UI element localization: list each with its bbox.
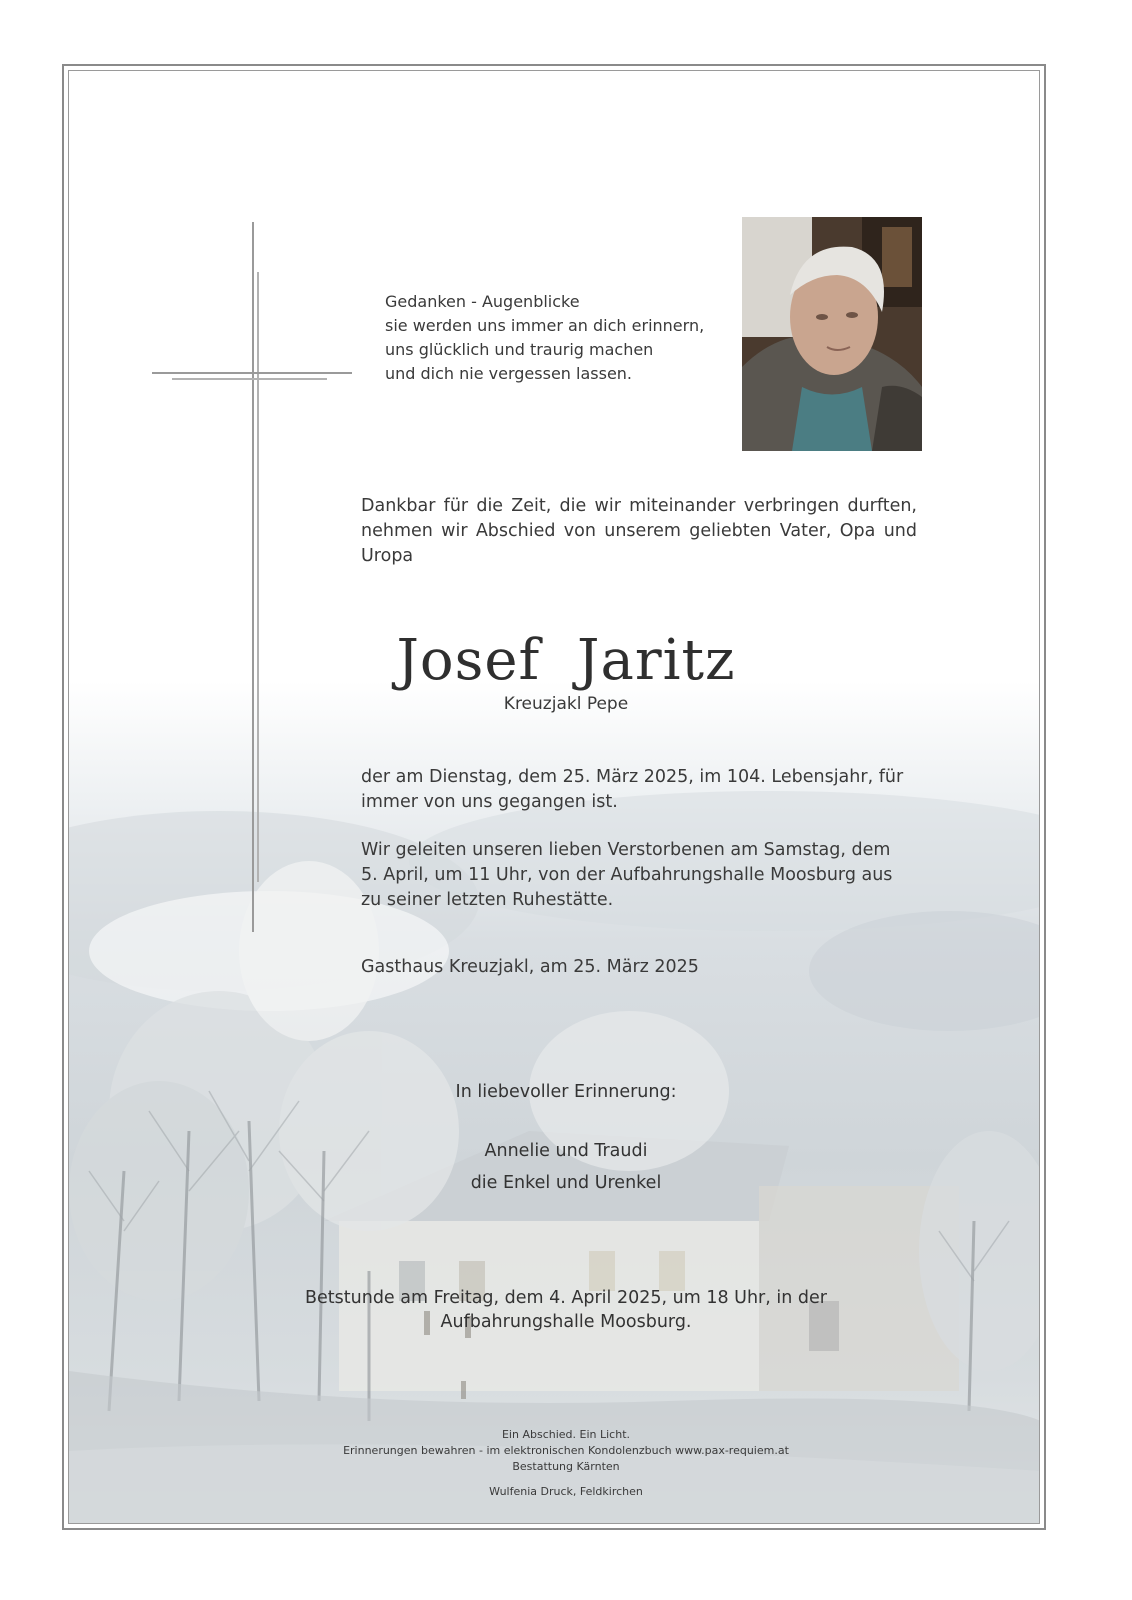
mourner-line: die Enkel und Urenkel: [470, 1173, 662, 1193]
death-notice: der am Dienstag, dem 25. März 2025, im 104. Lebensjahr, für immer von uns gegangen ist.: [361, 767, 904, 812]
poem: [385, 290, 704, 386]
portrait-photo: [742, 217, 922, 451]
footer-printer: Wulfenia Druck, Feldkirchen: [489, 1485, 643, 1498]
poem-line: und dich nie vergessen lassen.: [385, 364, 633, 383]
cross-vertical-line: [252, 222, 254, 932]
mourner-line: Annelie und Traudi: [484, 1141, 648, 1161]
prayer-line: Betstunde am Freitag, dem 4. April 2025, um 18 Uhr, in der: [305, 1288, 827, 1308]
intro-text: Dankbar für die Zeit, die wir miteinander verbringen durften, nehmen wir Abschied von unserem geliebten Vater, Opa und Uropa: [361, 496, 917, 566]
prayer-line: Aufbahrungshalle Moosburg.: [440, 1312, 692, 1332]
cross-horizontal-line: [152, 372, 352, 374]
place-date: Gasthaus Kreuzjakl, am 25. März 2025: [361, 957, 699, 977]
poem-line: uns glücklich und traurig machen: [385, 340, 654, 359]
funeral-notice: Wir geleiten unseren lieben Verstorbenen am Samstag, dem 5. April, um 11 Uhr, von der Aufbahrungshalle Moosburg aus zu seiner letzten Ruhestätte.: [361, 840, 893, 910]
footer-tagline: Ein Abschied. Ein Licht.: [501, 1428, 631, 1441]
deceased-nickname: Kreuzjakl Pepe: [503, 694, 629, 714]
cross-horizontal-line-inner: [172, 378, 327, 380]
deceased-name: Josef Jaritz: [396, 628, 736, 693]
poem-line: sie werden uns immer an dich erinnern,: [385, 316, 705, 335]
footer-undertaker: Bestattung Kärnten: [512, 1460, 620, 1473]
cross-vertical-line-inner: [257, 272, 259, 882]
poem-line: Gedanken - Augenblicke: [385, 292, 580, 311]
footer-condolence-text: Erinnerungen bewahren - im elektronischen Kondolenzbuch www.pax-requiem.at: [343, 1444, 789, 1457]
remembrance-heading: In liebevoller Erinnerung:: [455, 1082, 677, 1102]
